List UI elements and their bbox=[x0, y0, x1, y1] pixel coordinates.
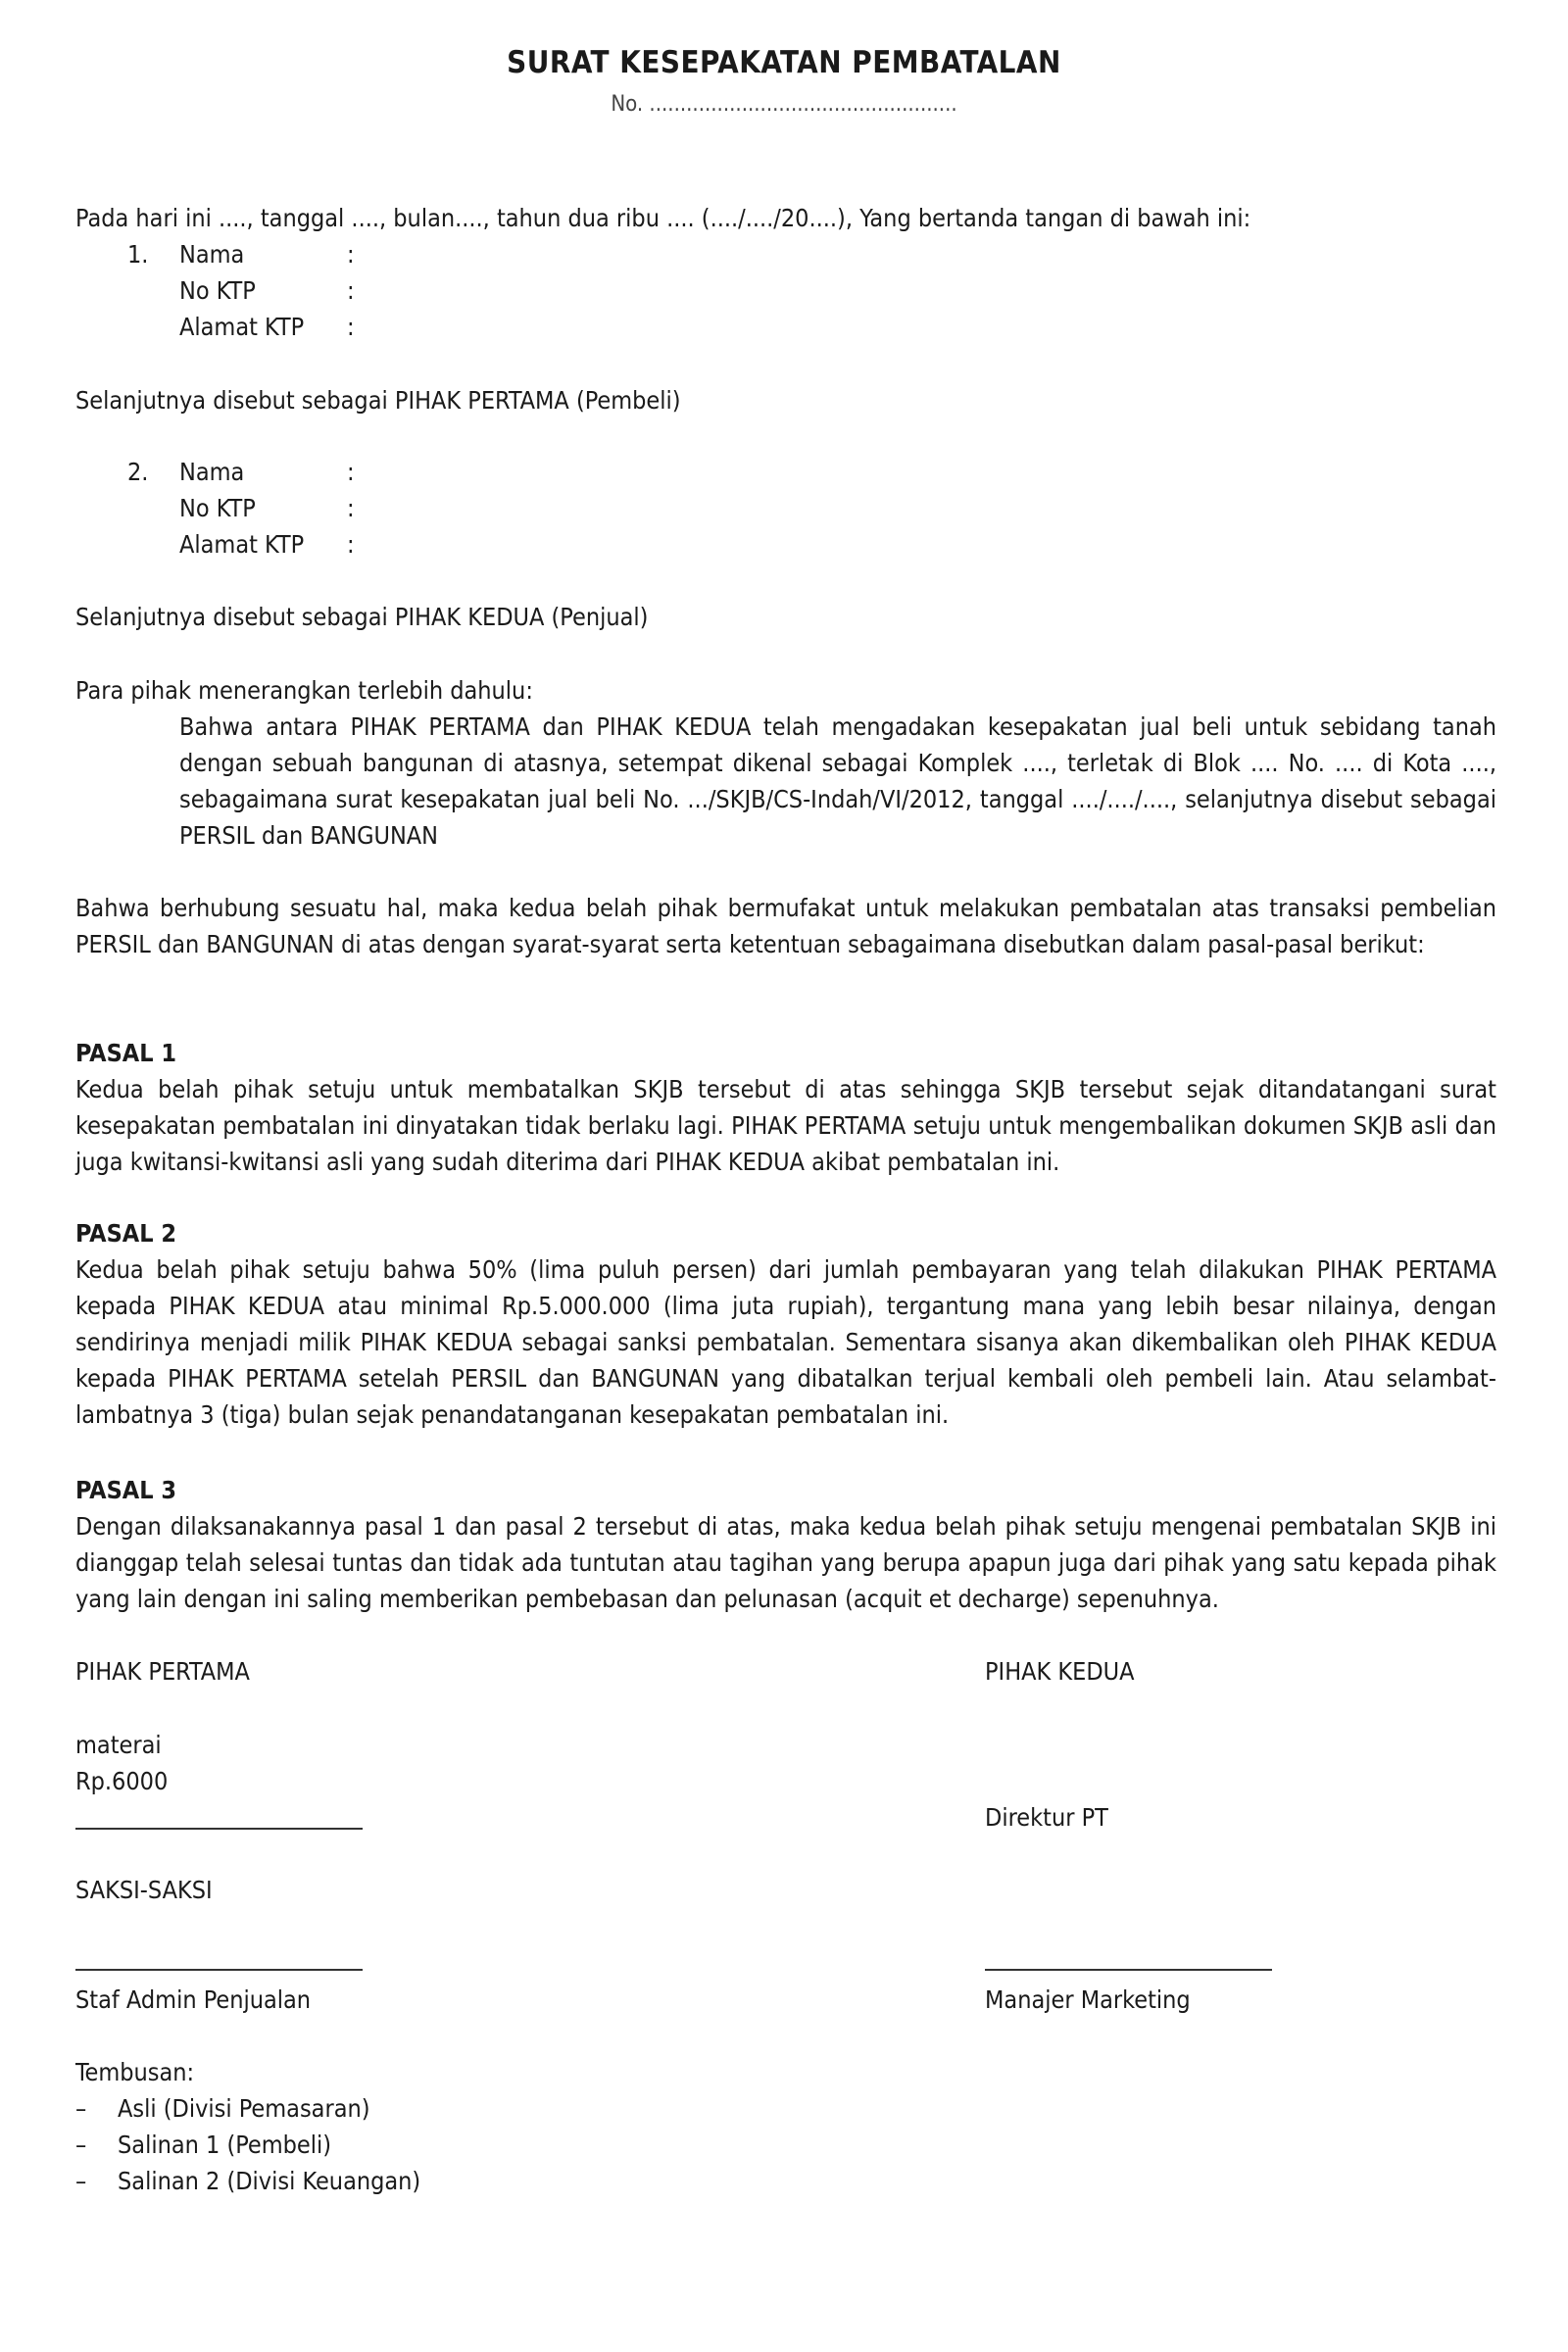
party1-ktp-label: No KTP bbox=[179, 276, 256, 305]
stamp-label: materai bbox=[75, 1731, 162, 1759]
witnesses-label: SAKSI-SAKSI bbox=[75, 1876, 213, 1904]
colon: : bbox=[347, 240, 355, 269]
party2-signature-label: PIHAK KEDUA bbox=[985, 1657, 1135, 1686]
party2-address-row bbox=[0, 526, 1568, 563]
party1-number: 1. bbox=[127, 240, 149, 269]
party2-name-row bbox=[0, 454, 1568, 490]
party1-ktp-row bbox=[0, 272, 1568, 309]
witness1-title: Staf Admin Penjualan bbox=[75, 1985, 312, 2014]
article-3-heading: PASAL 3 bbox=[75, 1476, 177, 1504]
party2-name-label: Nama bbox=[179, 458, 245, 486]
dash-bullet: – bbox=[75, 2094, 87, 2123]
dash-bullet: – bbox=[75, 2167, 87, 2195]
recital-intro: Para pihak menerangkan terlebih dahulu: bbox=[75, 676, 533, 705]
whereas-paragraph: Bahwa berhubung sesuatu hal, maka kedua belah pihak bermufakat untuk melakukan pembatalan atas transaksi pembelian PERSIL dan BANGUNAN di atas dengan syarat-syarat serta ketentuan sebagaimana disebutkan dalam pasal-pasal berikut: bbox=[75, 894, 1496, 958]
party1-designation: Selanjutnya disebut sebagai PIHAK PERTAMA (Pembeli) bbox=[75, 386, 681, 415]
article-2-heading: PASAL 2 bbox=[75, 1219, 177, 1248]
carbon-copy-label: Tembusan: bbox=[75, 2058, 195, 2086]
party1-address-label: Alamat KTP bbox=[179, 313, 305, 341]
opening-statement: Pada hari ini ...., tanggal ...., bulan...., tahun dua ribu .... (..../..../20....), Yang bertanda tangan di bawah ini: bbox=[75, 204, 1251, 232]
document-title: SURAT KESEPAKATAN PEMBATALAN bbox=[507, 45, 1061, 80]
party1-name-row bbox=[0, 236, 1568, 272]
dash-bullet: – bbox=[75, 2131, 87, 2159]
party2-ktp-label: No KTP bbox=[179, 494, 256, 522]
colon: : bbox=[347, 494, 355, 522]
article-1-heading: PASAL 1 bbox=[75, 1039, 177, 1067]
party2-address-label: Alamat KTP bbox=[179, 530, 305, 559]
colon: : bbox=[347, 530, 355, 559]
witness2-title: Manajer Marketing bbox=[985, 1985, 1191, 2014]
article-2-text: Kedua belah pihak setuju bahwa 50% (lima puluh persen) dari jumlah pembayaran yang telah dilakukan PIHAK PERTAMA kepada PIHAK KEDUA atau minimal Rp.5.000.000 (lima juta rupiah), tergantung mana yang lebih besar nilainya, dengan sendirinya menjadi milik PIHAK KEDUA sebagai sanksi pembatalan. Sementara sisanya akan dikembalikan oleh PIHAK KEDUA kepada PIHAK PERTAMA setelah PERSIL dan BANGUNAN yang dibatalkan terjual kembali oleh pembeli lain. Atau selambat-lambatnya 3 (tiga) bulan sejak penandatanganan kesepakatan pembatalan ini. bbox=[75, 1255, 1496, 1429]
party2-title: Direktur PT bbox=[985, 1803, 1108, 1832]
witness2-signature-line bbox=[985, 1969, 1272, 1971]
party1-address-row bbox=[0, 309, 1568, 345]
colon: : bbox=[347, 276, 355, 305]
party1-signature-label: PIHAK PERTAMA bbox=[75, 1657, 250, 1686]
stamp-value: Rp.6000 bbox=[75, 1767, 169, 1795]
article-3-text: Dengan dilaksanakannya pasal 1 dan pasal 2 tersebut di atas, maka kedua belah pihak setuju mengenai pembatalan SKJB ini dianggap telah selesai tuntas dan tidak ada tuntutan atau tagihan yang berupa apapun juga dari pihak yang satu kepada pihak yang lain dengan ini saling memberikan pembebasan dan pelunasan (acquit et decharge) sepenuhnya. bbox=[75, 1512, 1496, 1613]
party2-designation: Selanjutnya disebut sebagai PIHAK KEDUA (Penjual) bbox=[75, 603, 649, 631]
party1-name-label: Nama bbox=[179, 240, 245, 269]
document-number: No. .................................................. bbox=[611, 92, 957, 117]
carbon-copy-item-text: Salinan 2 (Divisi Keuangan) bbox=[118, 2167, 421, 2195]
colon: : bbox=[347, 458, 355, 486]
carbon-copy-item-text: Asli (Divisi Pemasaran) bbox=[118, 2094, 370, 2123]
article-1-text: Kedua belah pihak setuju untuk membatalkan SKJB tersebut di atas sehingga SKJB tersebut sejak ditandatangani surat kesepakatan pembatalan ini dinyatakan tidak berlaku lagi. PIHAK PERTAMA setuju untuk mengembalikan dokumen SKJB asli dan juga kwitansi-kwitansi asli yang sudah diterima dari PIHAK KEDUA akibat pembatalan ini. bbox=[75, 1075, 1496, 1176]
party2-number: 2. bbox=[127, 458, 149, 486]
party2-ktp-row bbox=[0, 490, 1568, 526]
colon: : bbox=[347, 313, 355, 341]
witness1-signature-line bbox=[75, 1969, 363, 1971]
recital-paragraph: Bahwa antara PIHAK PERTAMA dan PIHAK KEDUA telah mengadakan kesepakatan jual beli untuk sebidang tanah dengan sebuah bangunan di atasnya, setempat dikenal sebagai Komplek ...., terletak di Blok .... No. .... di Kota ...., sebagaimana surat kesepakatan jual beli No. .../SKJB/CS-Indah/VI/2012, tanggal ..../..../...., selanjutnya disebut sebagai PERSIL dan BANGUNAN bbox=[179, 712, 1496, 850]
carbon-copy-item-text: Salinan 1 (Pembeli) bbox=[118, 2131, 332, 2159]
party1-signature-line bbox=[75, 1828, 363, 1830]
